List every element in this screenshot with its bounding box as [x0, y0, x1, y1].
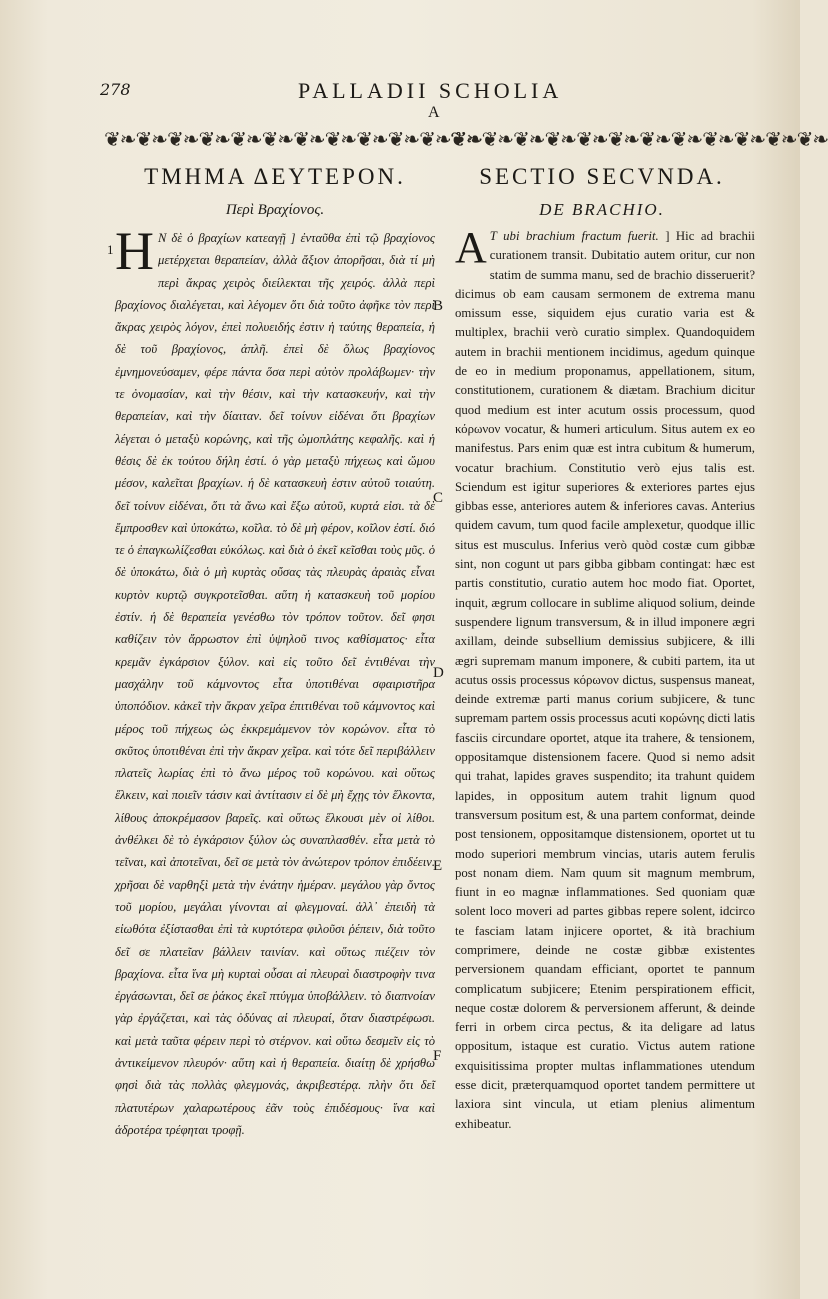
latin-body-text: ] Hic ad brachii curationem transit. Dubitatio autem oritur, cur non statim de summa manu, sed de brachio disseruerit? dicimus ob eam causam sermonem de extrema manu omissum esse, siquidem ejus curatio varia est & multiplex, brachii verò curatio simplex. Quandoquidem autem in brachii mentionem incidimus, agedum quinque de eo in medium proponamus, appellationem, situm, constitutionem, curationem & diætam. Brachium dicitur quod medium est inter acutum ossis processum, quod κόρωνον vocatur, & humeri articulum. Situs autem ex eo manifestus. Pars enim quæ est intra cubitum & humerum, vocatur brachium. Constitutio verò ejus talis est. Sciendum est igitur superiores & exteriores partes ejus gibbas esse, anteriores autem & inferiores cavas. Anterius quidem cavum, tum quod facile amplexetur, quodque illic situs est musculus. Inferius verò quòd costæ cum gibbæ sint, non cogunt ut pars gibba gibbam contingat: hæc est partis constitutio, curatio autem hoc modo fiat. Oportet, inquit, ægrum collocare in sublime aliquod solium, deinde suspendere lignum transversum, & in illud imponere ægri axillam, deinde subsellium demissius subjicere, & illi ægri supremam manum imponere, & cubiti partem, ita ut acutus ossis processus κόρωνον dictus, suspensus maneat, deinde extremæ parti manus corium subjicere, & tunc supremam partem ossis processus acuti κορώνης dicti latis fasciis circundare oportet, atque ita trahere, & tensionem, oppositamque distensionem facere. Quod si nemo adsit qui trahat, lapides graves suspendito; ita trahunt quidem lapides, in oppositum autem trahit lignum quod transversum positum est, & una partem conformat, deinde post tensionem, oppositamque distensionem, oportet ut tu modo superiori membrum vincias, utaris autem ferulis post nonam diem. Nam quum sit magnum membrum, fiunt in eo magnæ inflammationes. Sed quoniam quæ solent loco moveri ad partes gibbas repere solent, idcirco te fasciam latam injicere oportet, & ità brachium comprimere, deinde ne costæ gibbæ existentes perversionem quandam efficiant, oportet te pannum complicatum subjicere; Etenim perspirationem efficit, neque costæ dolorem & perversionem afferunt, & deinde ferri in orbem circa pectus, & ita deligare ad latus oppositum, istaque est curatio. Victus autem ratione exquisitissima propter multas inflammationes utendum esse dicit, præterquamquod oportet tandem permittere ut laxiora sint vincula, ut etiam plenius alimentum exhibeatur. — [455, 229, 755, 1131]
ornament-band-left-icon: ❦❧❦❧❦❧❦❧❦❧❦❧❦❧❦❧❦❧❦❧❦❧❦❧ — [104, 127, 483, 151]
margin-letter-b: B — [433, 298, 444, 314]
greek-text-column — [107, 221, 435, 1141]
latin-text-column — [455, 223, 755, 1134]
ornament-band-right-icon: ❦❧❦❧❦❧❦❧❦❧❦❧❦❧❦❧❦❧❦❧❦❧❦❧ — [450, 127, 828, 151]
latin-lemma: T ubi brachium fractum fuerit. — [489, 229, 659, 243]
greek-section-subtitle: Περὶ Βραχίονος. — [225, 202, 325, 218]
greek-drop-cap: Η — [115, 221, 154, 281]
latin-section-title: SECTIO SECVNDA. — [479, 164, 725, 189]
page-number: 278 — [100, 80, 131, 99]
margin-letter-e: E — [433, 858, 443, 874]
latin-section-subtitle: DE BRACHIO. — [539, 200, 665, 219]
latin-drop-cap: A — [455, 223, 487, 272]
latin-heading — [452, 160, 752, 220]
margin-letter-f: F — [433, 1048, 442, 1064]
signature-mark: A — [428, 104, 440, 121]
margin-letter-d: D — [433, 665, 444, 681]
greek-body-text: Ν δὲ ὁ βραχίων κατεαγῇ ] ἐνταῦθα ἐπὶ τῷ βραχίονος μετέρχεται θεραπείαν, ἀλλὰ ἄξιον ἀπορῆσαι, διὰ τί μὴ περὶ ἄκρας χειρὸς διείλεκται τῆς χειρός. ἀλλὰ περὶ βραχίονος διαλέγεται, καὶ λέγομεν ὅτι διὰ τοῦτο ἀφῆκε τὸν περὶ ἄκρας χειρὸς λόγον, ἐπεὶ πολυειδής ἐστιν ἡ ταύτης θεραπεία, ἡ δὲ τοῦ βραχίονος, ἁπλῆ. ἐπεὶ δὲ ὅλως βραχίονος ἐμνημονεύσαμεν, φέρε πάντα ὅσα περὶ αὐτὸν προλάβωμεν· τὴν τε ὀνομασίαν, καὶ τὴν θέσιν, καὶ τὴν κατασκευήν, καὶ τὴν θεραπείαν, καὶ τὴν δίαιταν. δεῖ τοίνυν εἰδέναι ὅτι βραχίων λέγεται ὁ μεταξὺ κορώνης, καὶ τῆς ὠμοπλάτης κεφαλῆς. καὶ ἡ θέσις δὲ ἐκ τούτου δήλη ἐστί. ὁ γὰρ μεταξὺ πήχεως καὶ ὤμου μέσον, καλεῖται βραχίων. ἡ δὲ κατασκευὴ ἐστιν αὐτοῦ τοιαύτη. δεῖ τοίνυν εἰδέναι, ὅτι τὰ ἄνω καὶ ἔξω αὐτοῦ, κυρτά εἰσι. τὰ δὲ ἔμπροσθεν καὶ ὑποκάτω, κοῖλα. τὸ δὲ μὴ φέρον, κοῖλον ἐστί. διό τε ὁ ἐπαγκωλίζεσθαι εὐκόλως. καὶ διὰ ὁ ἐκεῖ κεῖσθαι τοὺς μῦς. ὁ δὲ ὑποκάτω, διὰ ὁ μὴ κυρτὰς οὔσας τὰς πλευρὰς ἀραιὰς εἶναι κυρτὸν κυρτῷ συγκροτεῖσθαι. αὕτη ἡ κατασκευὴ τοῦ μορίου ἐστίν. ἡ δὲ θεραπεία γενέσθω τὸν τρόπον τοῦτον. δεῖ φησι καθίζειν τὸν ἄρρωστον ἐπὶ ὑψηλοῦ τινος καθίσματος· εἶτα κρεμᾶν ἐγκάρσιον ξύλον. καὶ εἰς τοῦτο δεῖ ἐντιθέναι τὴν μασχάλην τοῦ κάμνοντος εἶτα ὑποτιθέναι σφαιριστῆρα ὑποπόδιον. κἀκεῖ τὴν ἄκραν χεῖρα ἐπιτιθέναι τοῦ κάμνοντος καὶ μέρος τοῦ πήχεως ὡς ἐκκρεμάμενον τὸν κορώνον. εἶτα τὸ σκῦτος ὑποτιθέναι ἐπὶ τὴν ἄκραν χεῖρα. καὶ τότε δεῖ περιβάλλειν πλατεῖς λωρίας ἐπὶ τὸ ἄνω μέρος τοῦ κορώνου. καὶ οὕτως ἕλκειν, καὶ ποιεῖν τάσιν καὶ ἀντίτασιν εἰ δὲ μὴ ἔχῃς τὸν ἕλκοντα, λίθους ἀποκρέμασον βαρεῖς. καὶ οὕτως ἕλκουσι μὲν οἱ λίθοι. ἀνθέλκει δὲ τὸ ἐγκάρσιον ξύλον ὡς συναπλασθέν. εἶτα μετὰ τὸ τεῖναι, καὶ ἀποτεῖναι, δεῖ σε μετὰ τὸν ἀνώτερον τρόπον ἐπιδέειν. χρῆσαι δὲ ναρθηξὶ μετὰ τὴν ἐνάτην ἡμέραν. μεγάλου γὰρ ὄντος τοῦ μορίου, μεγάλαι γίνονται αἱ φλεγμοναί. ἀλλ᾽ ἐπειδὴ τὰ εἰωθότα ἐξίστασθαι ἐπὶ τὰ κυρτότερα φιλοῦσι ῥέπειν, διὰ τοῦτο δεῖ σε πλατεῖαν βάλλειν ταινίαν. καὶ οὕτως πιέζειν τὸν βραχίονα. εἶτα ἵνα μὴ κυρταὶ οὖσαι αἱ πλευραὶ διαστροφὴν τινα ἐργάσωνται, δεῖ σε ῥάκος ἐκεῖ πτύγμα ὑποβάλλειν. τὸ διαπνοίαν γὰρ ἐργάζεται, καὶ τὰς ὀδύνας αἱ πλευραί, ὅταν διαστρέφωσι. καὶ μετὰ ταῦτα φέρειν περὶ τὸ στέρνον. καὶ οὕτω δεσμεῖν εἰς τὸ ἀντικείμενον πλευρόν· αὕτη καὶ ἡ θεραπεία. διαίτῃ δὲ χρήσθω φησὶ διὰ τὰς πολλὰς φλεγμονάς, ἀκριβεστέρᾳ. πλὴν ὅτι δεῖ πλατυτέρων χαλαρωτέρους ἐᾶν τοὺς ἐπιδέσμους· ἵνα καὶ ἁδροτέρα τρέφηται τροφῇ. — [115, 231, 435, 1137]
greek-heading — [110, 160, 440, 220]
margin-letter-c: C — [433, 490, 444, 506]
paragraph-number: 1 — [107, 242, 114, 257]
greek-section-title: ΤΜΗΜΑ ΔΕΥΤΕΡΟΝ. — [144, 164, 406, 189]
running-head: PALLADII SCHOLIA — [298, 78, 563, 103]
